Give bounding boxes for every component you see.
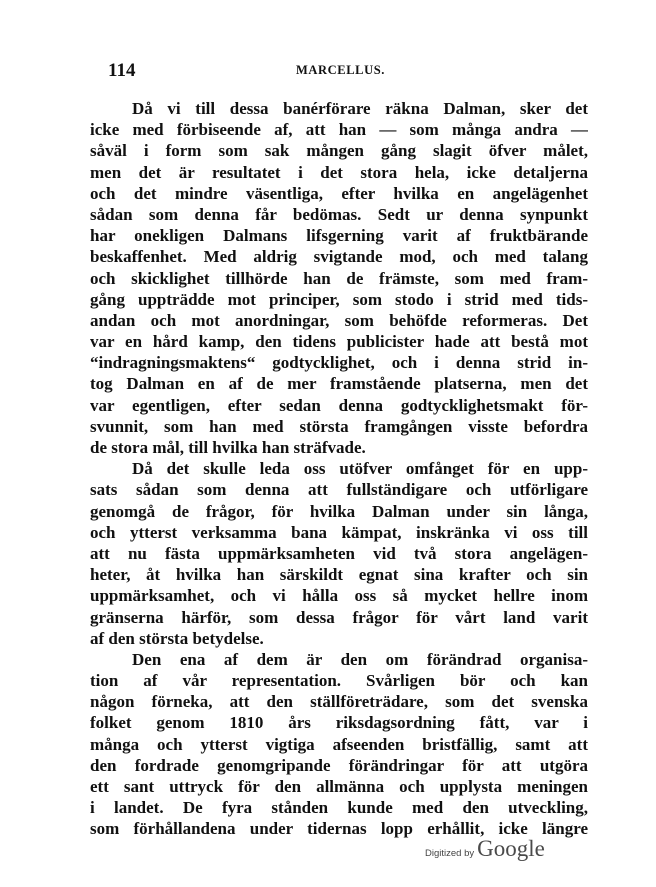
body-text (90, 98, 588, 840)
text-line: de stora mål, till hvilka han sträfvade. (90, 438, 366, 457)
text-line: icke med förbiseende af, att han — som många andra — (90, 120, 588, 140)
text-line: många och ytterst vigtiga afseenden bristfällig, samt att (90, 734, 588, 754)
text-line: af den största betydelse. (90, 628, 264, 648)
text-line: andan och mot anordningar, som behöfde reformeras. Det (90, 310, 588, 330)
text-line: var en hård kamp, den tidens publicister hade att bestå mot (90, 332, 588, 352)
text-line: “indragningsmaktens“ godtycklighet, och i denna strid in- (90, 353, 588, 373)
text-line: gränserna härför, som dessa frågor för vårt land varit (90, 607, 588, 627)
page-number: 114 (108, 60, 136, 81)
text-line: men det är resultatet i det stora hela, icke detaljerna (90, 162, 588, 182)
text-line: och det mindre väsentliga, efter hvilka en angelägenhet (90, 183, 588, 203)
text-line: att nu fästa uppmärksamheten vid två stora angelägen- (90, 543, 588, 563)
text-line: ett sant uttryck för den allmänna och upplysta meningen (90, 777, 588, 796)
text-line: sådan som denna får bedömas. Sedt ur denna synpunkt (90, 204, 588, 224)
text-line: Den ena af dem är den om förändrad organisa- (132, 649, 588, 669)
text-line: som förhållandena under tidernas lopp erhållit, icke längre (90, 819, 588, 839)
text-line: Då vi till dessa banérförare räkna Dalman, sker det (132, 99, 588, 118)
text-line: Då det skulle leda oss utöfver omfånget för en upp- (132, 459, 588, 479)
text-line: var egentligen, efter sedan denna godtycklighetsmakt för- (90, 395, 588, 415)
text-line: har onekligen Dalmans lifsgerning varit af fruktbärande (90, 226, 588, 246)
text-line: i landet. De fyra stånden kunde med den utveckling, (90, 798, 588, 818)
text-line: uppmärksamhet, och vi hålla oss så mycket hellre inom (90, 586, 588, 606)
text-line: genomgå de frågor, för hvilka Dalman under sin långa, (90, 501, 588, 521)
text-line: tog Dalman en af de mer framstående platserna, men det (90, 374, 588, 394)
running-head: MARCELLUS. (296, 63, 385, 77)
text-line: heter, åt hvilka han särskildt egnat sina krafter och sin (90, 565, 588, 585)
text-line: gång uppträdde mot principer, som stodo i strid med tids- (90, 289, 588, 309)
text-line: och skicklighet tillhörde han de främste, som med fram- (90, 268, 588, 288)
text-line: svunnit, som han med största framgången visste befordra (90, 416, 588, 436)
text-line: beskaffenhet. Med aldrig svigtande mod, och med talang (90, 247, 588, 267)
text-line: såväl i form som sak mången gång slagit öfver målet, (90, 141, 588, 161)
digitized-watermark (425, 836, 545, 866)
text-line: sats sådan som denna att fullständigare och utförligare (90, 480, 588, 500)
text-line: och ytterst verksamma bana kämpat, inskränka vi oss till (90, 522, 588, 542)
text-line: folket genom 1810 års riksdagsordning fått, var i (90, 713, 588, 733)
digitized-label: Digitized by (425, 848, 475, 859)
google-logo: Google (477, 836, 545, 861)
text-line: någon förneka, att den ställföreträdare, som det svenska (90, 692, 588, 712)
text-line: tion af vår representation. Svårligen bör och kan (90, 671, 588, 691)
text-line: den fordrade genomgripande förändringar för att utgöra (90, 755, 588, 775)
